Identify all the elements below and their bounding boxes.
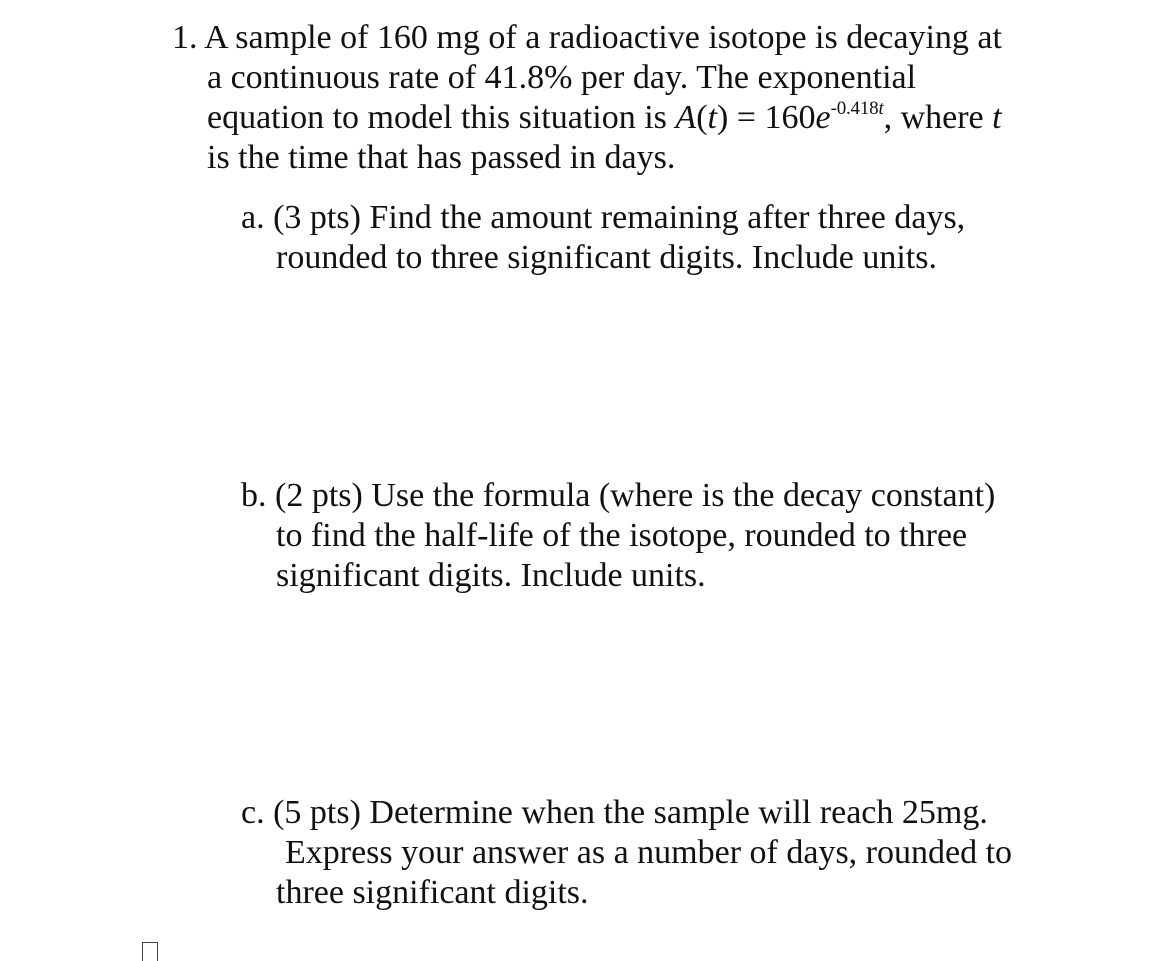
part-a-line-1: a. (3 pts) Find the amount remaining after three days, xyxy=(241,199,966,236)
part-c-line-1: c. (5 pts) Determine when the sample will reach 25mg. xyxy=(241,794,988,831)
question-line-4: is the time that has passed in days. xyxy=(207,139,676,176)
exponent-variable: t xyxy=(878,98,884,119)
answer-checkbox[interactable] xyxy=(142,942,158,961)
part-b-line-1: b. (2 pts) Use the formula (where is the decay constant) xyxy=(241,477,996,514)
where-text: , where xyxy=(883,99,993,136)
function-name: A xyxy=(675,99,697,136)
question-line-3 xyxy=(207,98,1002,138)
question-line-2: a continuous rate of 41.8% per day. The exponential xyxy=(207,59,917,96)
paren-open: ( xyxy=(696,99,708,136)
question-line-1: 1. A sample of 160 mg of a radioactive isotope is decaying at xyxy=(172,19,1002,56)
part-a-line-2: rounded to three significant digits. Include units. xyxy=(276,239,937,276)
time-variable: t xyxy=(992,99,1002,136)
part-c-line-2: Express your answer as a number of days, rounded to xyxy=(285,834,1013,871)
function-variable: t xyxy=(707,99,717,136)
part-c-line-3: three significant digits. xyxy=(276,874,589,911)
exponent xyxy=(831,98,884,119)
part-b-line-3: significant digits. Include units. xyxy=(276,557,706,594)
equation-coefficient: ) = 160 xyxy=(716,99,816,136)
exponential-base: e xyxy=(815,99,831,136)
part-b-line-2: to find the half-life of the isotope, rounded to three xyxy=(276,517,968,554)
exponent-rate: -0.418 xyxy=(830,98,879,119)
equation-intro: equation to model this situation is xyxy=(207,99,676,136)
